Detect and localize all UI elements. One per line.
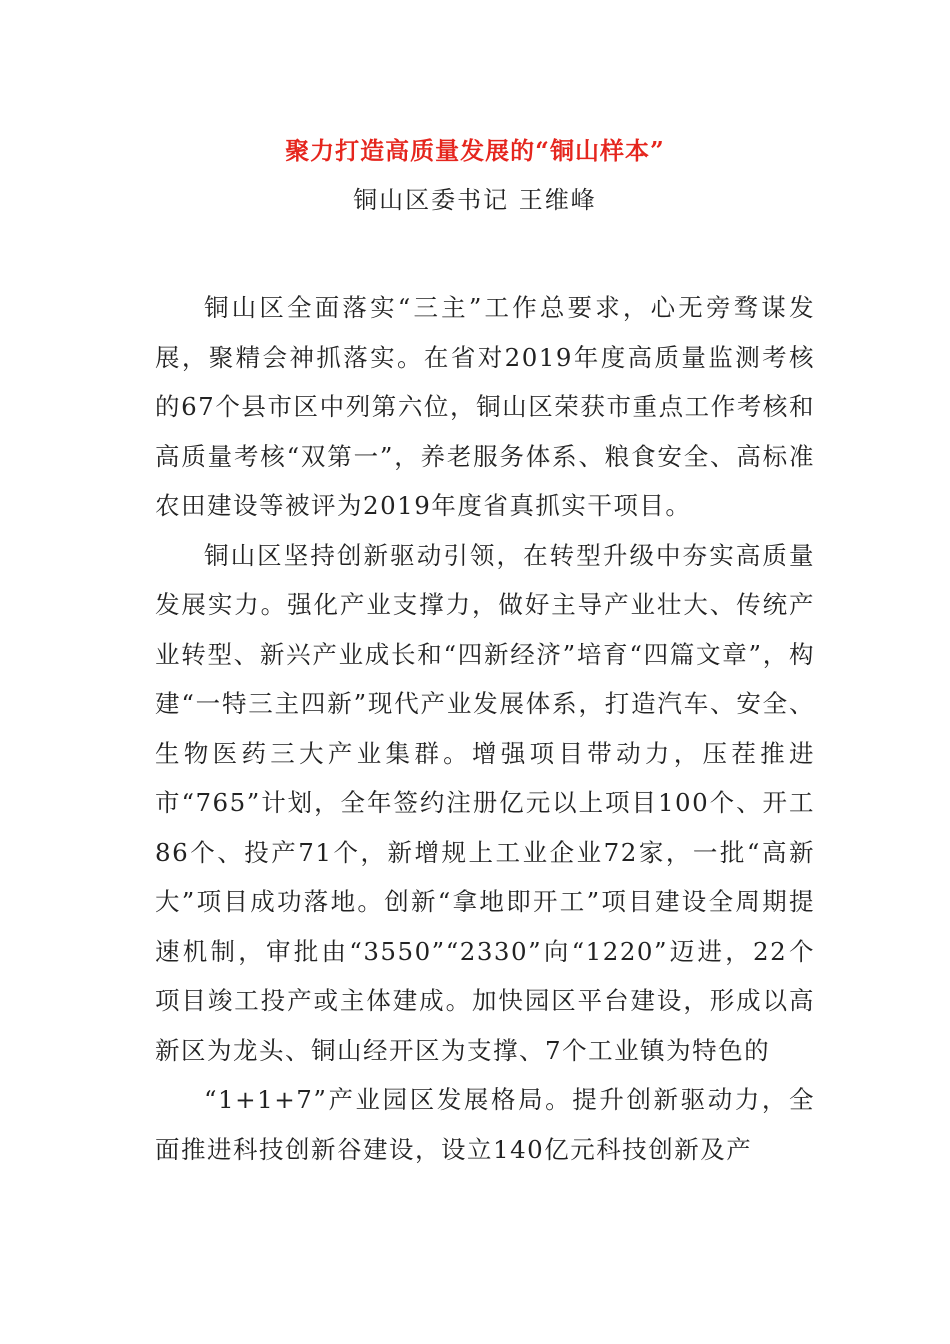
- document-body: [155, 283, 815, 1174]
- document-title: 聚力打造高质量发展的“铜山样本”: [285, 136, 665, 165]
- author-byline: 铜山区委书记 王维峰: [353, 186, 597, 214]
- paragraph: 铜山区全面落实“三主”工作总要求，心无旁骛谋发展，聚精会神抓落实。在省对2019年度高质量监测考核的67个县市区中列第六位，铜山区荣获市重点工作考核和高质量考核“双第一”，养老服务体系、粮食安全、高标准农田建设等被评为2019年度省真抓实干项目。: [155, 293, 815, 520]
- paragraph: 铜山区坚持创新驱动引领，在转型升级中夯实高质量发展实力。强化产业支撑力，做好主导产业壮大、传统产业转型、新兴产业成长和“四新经济”培育“四篇文章”，构建“一特三主四新”现代产业发展体系，打造汽车、安全、生物医药三大产业集群。增强项目带动力，压茬推进市“765”计划，全年签约注册亿元以上项目100个、开工86个、投产71个，新增规上工业企业72家，一批“高新大”项目成功落地。创新“拿地即开工”项目建设全周期提速机制，审批由“3550”“2330”向“1220”迈进，22个项目竣工投产或主体建成。加快园区平台建设，形成以高新区为龙头、铜山经开区为支撑、7个工业镇为特色的: [155, 540, 815, 1065]
- paragraph: “1+1+7”产业园区发展格局。提升创新驱动力，全面推进科技创新谷建设，设立140亿元科技创新及产: [155, 1085, 815, 1164]
